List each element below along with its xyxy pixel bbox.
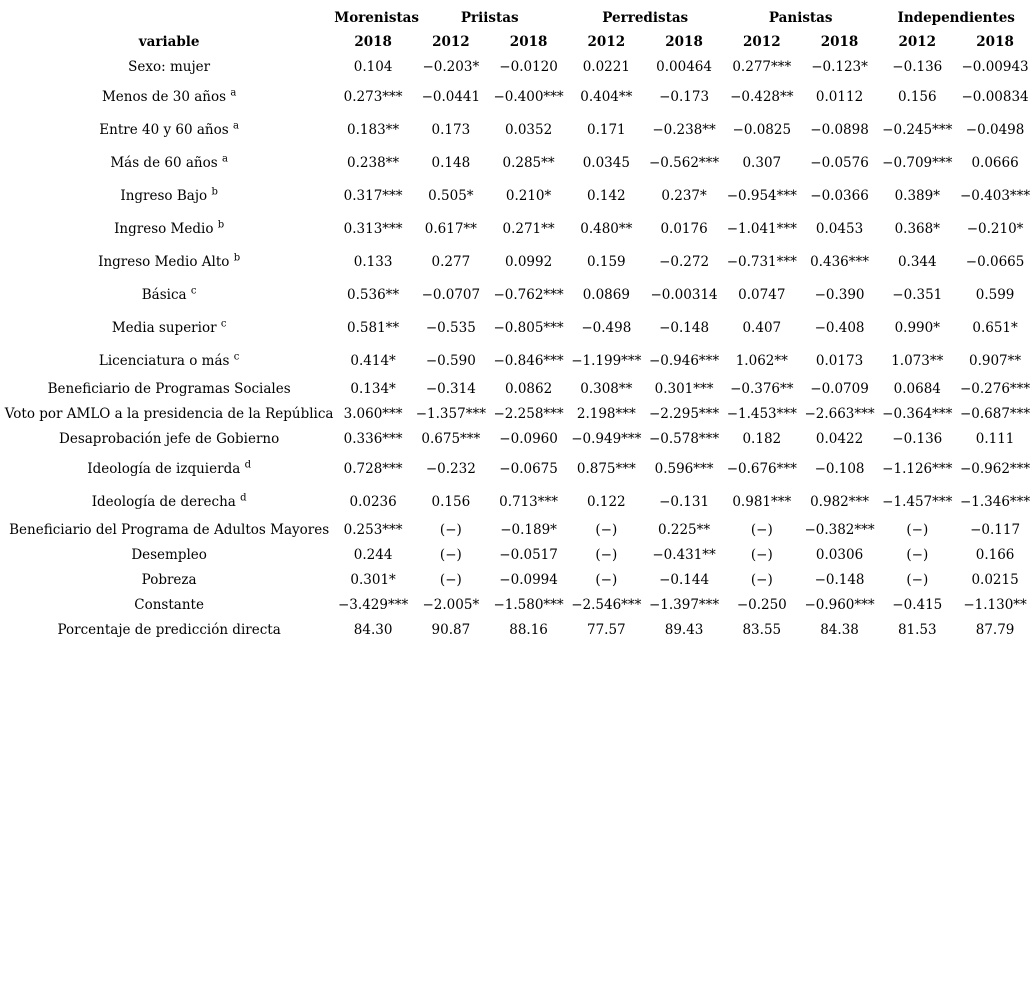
coefficient-cell: −0.276*** (959, 380, 1031, 397)
footnote-marker: c (190, 285, 197, 296)
coefficient-cell: −1.580*** (493, 596, 564, 613)
coefficient-cell: 0.301*** (654, 380, 714, 397)
variable-label: Beneficiario de Programas Sociales (47, 380, 291, 397)
coefficient-cell: 0.285** (502, 154, 555, 171)
coefficient-cell: −0.562*** (648, 154, 720, 171)
coefficient-cell: −0.590 (425, 352, 476, 369)
coefficient-cell: −0.245*** (882, 121, 953, 138)
coefficient-cell: 0.389* (894, 187, 940, 204)
coefficient-cell: −0.0665 (965, 253, 1025, 270)
coefficient-cell: 0.0352 (504, 121, 553, 138)
coefficient-cell: 84.30 (353, 621, 393, 638)
year-header: 2012 (743, 34, 781, 50)
coefficient-cell: −1.346*** (959, 493, 1031, 510)
variable-label-cell (4, 79, 334, 112)
coefficient-cell: −0.731*** (726, 253, 797, 270)
coefficient-cell: −0.148 (814, 571, 865, 588)
coefficient-cell: 1.062** (735, 352, 788, 369)
footnote-marker: a (230, 87, 237, 98)
coefficient-cell: 0.0345 (582, 154, 630, 171)
coefficient-cell: (−) (595, 521, 618, 538)
coefficient-cell: 0.875*** (576, 460, 636, 477)
coefficient-cell: (−) (906, 546, 929, 563)
coefficient-cell: (−) (906, 521, 929, 538)
coefficient-cell: 3.060*** (343, 405, 403, 422)
coefficient-cell: −0.0441 (421, 88, 481, 105)
coefficient-cell: −0.250 (736, 596, 787, 613)
coefficient-cell: 0.210* (505, 187, 552, 204)
coefficient-cell: 0.713*** (499, 493, 559, 510)
table-row (4, 310, 1034, 343)
coefficient-cell: 0.173 (431, 121, 471, 138)
coefficient-cell: −0.0994 (499, 571, 558, 588)
coefficient-cell: (−) (439, 546, 462, 563)
coefficient-cell: 0.0215 (971, 571, 1019, 588)
coefficient-cell: 0.675*** (421, 430, 481, 447)
coefficient-cell: −0.687*** (959, 405, 1031, 422)
coefficient-cell: 0.336*** (343, 430, 403, 447)
variable-header: variable (138, 34, 200, 50)
coefficient-cell: 0.317*** (343, 187, 403, 204)
variable-label: Ingreso Medio Alto (98, 253, 230, 270)
coefficient-cell: 1.073** (891, 352, 944, 369)
variable-label: Ideología de izquierda (87, 460, 241, 477)
table-row (4, 211, 1034, 244)
variable-label: Licenciatura o más (98, 352, 230, 369)
coefficient-cell: −1.199*** (571, 352, 642, 369)
footnote-marker: d (240, 492, 247, 503)
regression-table-container (4, 6, 1034, 642)
coefficient-cell: 0.436*** (810, 253, 869, 270)
coefficient-cell: (−) (595, 546, 618, 563)
coefficient-cell: 0.171 (586, 121, 626, 138)
coefficient-cell: 0.253*** (343, 521, 403, 538)
coefficient-cell: 0.982*** (810, 493, 869, 510)
coefficient-cell: −0.136 (892, 58, 943, 75)
variable-label-cell (4, 54, 334, 79)
variable-label: Ingreso Medio (114, 220, 214, 237)
table-row (4, 112, 1034, 145)
coefficient-cell: 0.134* (350, 380, 396, 397)
variable-label: Ingreso Bajo (120, 187, 208, 204)
variable-label-cell (4, 542, 334, 567)
coefficient-cell: −0.0960 (499, 430, 558, 447)
coefficient-cell: −0.210* (966, 220, 1024, 237)
coefficient-cell: −0.0825 (732, 121, 792, 138)
coefficient-cell: 0.301* (350, 571, 396, 588)
coefficient-cell: 0.407 (742, 319, 782, 336)
variable-label: Voto por AMLO a la presidencia de la República (4, 405, 334, 422)
table-row (4, 401, 1034, 426)
coefficient-cell: −0.00314 (650, 286, 718, 303)
regression-table (4, 6, 1034, 642)
party-header-panistas: Panistas (768, 10, 833, 26)
year-header: 2012 (587, 34, 626, 50)
coefficient-cell: −0.376** (730, 380, 794, 397)
coefficient-cell: −2.546*** (571, 596, 642, 613)
footnote-marker: c (233, 351, 240, 362)
variable-label-cell (4, 310, 334, 343)
variable-label: Porcentaje de predicción directa (57, 621, 281, 638)
coefficient-cell: 77.57 (586, 621, 626, 638)
coefficient-cell: 0.617** (424, 220, 477, 237)
variable-label-cell (4, 617, 334, 642)
variable-label: Desaprobación jefe de Gobierno (59, 430, 280, 447)
coefficient-cell: 0.159 (586, 253, 626, 270)
coefficient-cell: −0.123* (811, 58, 868, 75)
coefficient-cell: 0.237* (661, 187, 707, 204)
coefficient-cell: −1.126*** (882, 460, 953, 477)
coefficient-cell: 0.0666 (971, 154, 1019, 171)
coefficient-cell: 0.0173 (815, 352, 864, 369)
coefficient-cell: (−) (439, 521, 462, 538)
year-header: 2012 (432, 34, 470, 50)
coefficient-cell: −0.173 (659, 88, 710, 105)
coefficient-cell: −0.946*** (648, 352, 720, 369)
variable-label-cell (4, 517, 334, 542)
party-header-independientes: Independientes (897, 10, 1015, 26)
coefficient-cell: −0.232 (425, 460, 476, 477)
coefficient-cell: 0.0306 (815, 546, 864, 563)
coefficient-cell: 0.0862 (504, 380, 553, 397)
coefficient-cell: 0.307 (742, 154, 782, 171)
coefficient-cell: −0.846*** (493, 352, 564, 369)
coefficient-cell: 0.182 (742, 430, 782, 447)
coefficient-cell: 0.308** (580, 380, 633, 397)
coefficient-cell: −0.0576 (810, 154, 869, 171)
coefficient-cell: −1.130** (963, 596, 1027, 613)
variable-label-cell (4, 376, 334, 401)
coefficient-cell: 89.43 (664, 621, 704, 638)
coefficient-cell: 0.273*** (343, 88, 403, 105)
coefficient-cell: −0.0707 (421, 286, 481, 303)
variable-label-cell (4, 343, 334, 376)
coefficient-cell: −0.364*** (882, 405, 953, 422)
coefficient-cell: 0.0176 (660, 220, 708, 237)
coefficient-cell: 0.414* (350, 352, 396, 369)
coefficient-cell: −0.382*** (804, 521, 875, 538)
table-row (4, 277, 1034, 310)
coefficient-cell: (−) (595, 571, 618, 588)
coefficient-cell: 0.404** (580, 88, 633, 105)
table-row (4, 517, 1034, 542)
table-row (4, 145, 1034, 178)
variable-label-cell (4, 244, 334, 277)
coefficient-cell: −0.108 (814, 460, 865, 477)
coefficient-cell: −0.131 (659, 493, 710, 510)
coefficient-cell: 87.79 (975, 621, 1015, 638)
coefficient-cell: (−) (750, 571, 773, 588)
coefficient-cell: −0.0517 (499, 546, 558, 563)
coefficient-cell: 0.0684 (893, 380, 941, 397)
coefficient-cell: 0.148 (431, 154, 471, 171)
year-header: 2012 (898, 34, 937, 50)
coefficient-cell: 0.00464 (656, 58, 712, 75)
variable-label: Pobreza (141, 571, 197, 588)
coefficient-cell: −0.535 (425, 319, 476, 336)
coefficient-cell: 0.104 (353, 58, 393, 75)
footnote-marker: b (233, 252, 241, 263)
table-row (4, 426, 1034, 451)
table-row (4, 617, 1034, 642)
variable-label: Entre 40 y 60 años (99, 121, 229, 138)
coefficient-cell: −0.431** (652, 546, 716, 563)
coefficient-cell: 0.244 (353, 546, 393, 563)
coefficient-cell: 0.0236 (349, 493, 397, 510)
coefficient-cell: −0.00834 (961, 88, 1029, 105)
coefficient-cell: 0.238** (347, 154, 400, 171)
coefficient-cell: 0.271** (502, 220, 555, 237)
coefficient-cell: 0.596*** (654, 460, 714, 477)
coefficient-cell: −0.136 (892, 430, 943, 447)
coefficient-cell: 0.156 (431, 493, 471, 510)
coefficient-cell: 0.156 (897, 88, 937, 105)
coefficient-cell: 2.198*** (576, 405, 636, 422)
coefficient-cell: −0.314 (425, 380, 476, 397)
coefficient-cell: −0.148 (659, 319, 710, 336)
coefficient-cell: 0.277 (431, 253, 471, 270)
coefficient-cell: −0.408 (814, 319, 865, 336)
coefficient-cell: −0.0120 (499, 58, 558, 75)
footnote-marker: c (220, 318, 227, 329)
coefficient-cell: 0.536** (347, 286, 400, 303)
blank-header-cell (4, 6, 334, 30)
coefficient-cell: −1.357*** (415, 405, 486, 422)
footnote-marker: d (244, 459, 251, 470)
coefficient-cell: (−) (750, 546, 773, 563)
coefficient-cell: 0.225** (657, 521, 711, 538)
variable-label-cell (4, 145, 334, 178)
table-row (4, 376, 1034, 401)
coefficient-cell: −0.403*** (959, 187, 1031, 204)
coefficient-cell: −0.117 (970, 521, 1021, 538)
variable-label: Ideología de derecha (91, 493, 236, 510)
coefficient-cell: 0.0992 (504, 253, 553, 270)
table-row (4, 567, 1034, 592)
coefficient-cell: 0.981*** (732, 493, 792, 510)
coefficient-cell: −0.0898 (810, 121, 869, 138)
coefficient-cell: −0.415 (892, 596, 943, 613)
table-row (4, 244, 1034, 277)
coefficient-cell: 0.480** (580, 220, 633, 237)
year-header-row (4, 30, 1034, 54)
coefficient-cell: 0.0747 (738, 286, 786, 303)
coefficient-cell: −2.258*** (493, 405, 564, 422)
table-row (4, 542, 1034, 567)
party-header-perredistas: Perredistas (602, 10, 689, 26)
coefficient-cell: −0.578*** (648, 430, 720, 447)
coefficient-cell: 0.0112 (815, 88, 864, 105)
coefficient-cell: −0.0366 (810, 187, 869, 204)
coefficient-cell: −0.144 (659, 571, 710, 588)
coefficient-cell: −0.949*** (571, 430, 642, 447)
table-row (4, 343, 1034, 376)
table-row (4, 484, 1034, 517)
variable-label-cell (4, 112, 334, 145)
coefficient-cell: 0.166 (975, 546, 1015, 563)
coefficient-cell: 0.990* (894, 319, 940, 336)
coefficient-cell: 0.907** (969, 352, 1022, 369)
coefficient-cell: 0.142 (586, 187, 626, 204)
variable-label: Sexo: mujer (128, 58, 211, 75)
coefficient-cell: −0.428** (730, 88, 794, 105)
coefficient-cell: 0.0422 (815, 430, 864, 447)
party-group-header-row (4, 6, 1034, 30)
table-header (4, 6, 1034, 54)
variable-label-cell (4, 401, 334, 426)
table-row (4, 178, 1034, 211)
year-header: 2018 (976, 34, 1014, 50)
variable-label-cell (4, 178, 334, 211)
coefficient-cell: −0.400*** (493, 88, 564, 105)
coefficient-cell: −0.962*** (959, 460, 1031, 477)
coefficient-cell: −1.397*** (648, 596, 720, 613)
coefficient-cell: 0.0869 (582, 286, 630, 303)
coefficient-cell: −0.498 (581, 319, 632, 336)
coefficient-cell: −2.295*** (648, 405, 720, 422)
coefficient-cell: 0.651* (972, 319, 1018, 336)
coefficient-cell: −1.041*** (726, 220, 797, 237)
footnote-marker: b (211, 186, 218, 197)
coefficient-cell: 0.133 (353, 253, 393, 270)
variable-label-cell (4, 567, 334, 592)
coefficient-cell: −0.390 (814, 286, 865, 303)
coefficient-cell: 84.38 (820, 621, 859, 638)
variable-label-cell (4, 451, 334, 484)
variable-label-cell (4, 211, 334, 244)
year-header: 2018 (509, 34, 548, 50)
coefficient-cell: 0.599 (975, 286, 1015, 303)
coefficient-cell: 0.0453 (815, 220, 864, 237)
coefficient-cell: 0.581** (347, 319, 400, 336)
footnote-marker: b (217, 219, 225, 230)
variable-label: Desempleo (131, 546, 207, 563)
variable-label: Básica (141, 286, 187, 303)
coefficient-cell: −0.189* (500, 521, 557, 538)
footnote-marker: a (232, 120, 239, 131)
coefficient-cell: 88.16 (509, 621, 548, 638)
table-row (4, 54, 1034, 79)
coefficient-cell: −0.0709 (810, 380, 869, 397)
variable-label: Media superior (111, 319, 217, 336)
coefficient-cell: −0.272 (659, 253, 710, 270)
year-header: 2018 (354, 34, 392, 50)
year-header: 2018 (820, 34, 859, 50)
coefficient-cell: 90.87 (431, 621, 471, 638)
coefficient-cell: −1.453*** (726, 405, 797, 422)
variable-label: Constante (134, 596, 204, 613)
coefficient-cell: (−) (439, 571, 462, 588)
year-header: 2018 (665, 34, 703, 50)
coefficient-cell: 0.505* (428, 187, 474, 204)
table-row (4, 451, 1034, 484)
coefficient-cell: −3.429*** (338, 596, 409, 613)
variable-label: Beneficiario del Programa de Adultos Mayores (9, 521, 330, 538)
coefficient-cell: −0.805*** (493, 319, 564, 336)
coefficient-cell: 0.122 (586, 493, 626, 510)
coefficient-cell: 0.313*** (343, 220, 403, 237)
coefficient-cell: −0.0498 (965, 121, 1025, 138)
table-body (4, 54, 1034, 642)
coefficient-cell: −0.0675 (499, 460, 558, 477)
coefficient-cell: −2.663*** (804, 405, 875, 422)
coefficient-cell: 0.0221 (582, 58, 630, 75)
coefficient-cell: −0.238** (652, 121, 716, 138)
coefficient-cell: −1.457*** (882, 493, 953, 510)
coefficient-cell: 0.728*** (343, 460, 403, 477)
party-header-morenistas: Morenistas (334, 10, 420, 26)
variable-label-cell (4, 592, 334, 617)
variable-label: Menos de 30 años (101, 88, 227, 105)
variable-label-cell (4, 426, 334, 451)
coefficient-cell: −0.00943 (961, 58, 1029, 75)
variable-label: Más de 60 años (110, 154, 218, 171)
footnote-marker: a (221, 153, 228, 164)
variable-label-cell (4, 277, 334, 310)
coefficient-cell: 0.183** (347, 121, 400, 138)
coefficient-cell: −0.954*** (726, 187, 797, 204)
coefficient-cell: 0.368* (894, 220, 940, 237)
coefficient-cell: −0.351 (892, 286, 943, 303)
coefficient-cell: 0.111 (975, 430, 1015, 447)
coefficient-cell: −0.709*** (882, 154, 953, 171)
coefficient-cell: 83.55 (742, 621, 782, 638)
table-row (4, 79, 1034, 112)
coefficient-cell: 81.53 (897, 621, 937, 638)
party-header-priistas: Priistas (460, 10, 519, 26)
coefficient-cell: −0.203* (422, 58, 480, 75)
coefficient-cell: −2.005* (422, 596, 480, 613)
coefficient-cell: (−) (750, 521, 773, 538)
coefficient-cell: −0.762*** (493, 286, 564, 303)
coefficient-cell: 0.344 (897, 253, 937, 270)
coefficient-cell: −0.676*** (726, 460, 797, 477)
coefficient-cell: −0.960*** (804, 596, 875, 613)
coefficient-cell: (−) (906, 571, 929, 588)
variable-label-cell (4, 484, 334, 517)
coefficient-cell: 0.277*** (732, 58, 792, 75)
table-row (4, 592, 1034, 617)
